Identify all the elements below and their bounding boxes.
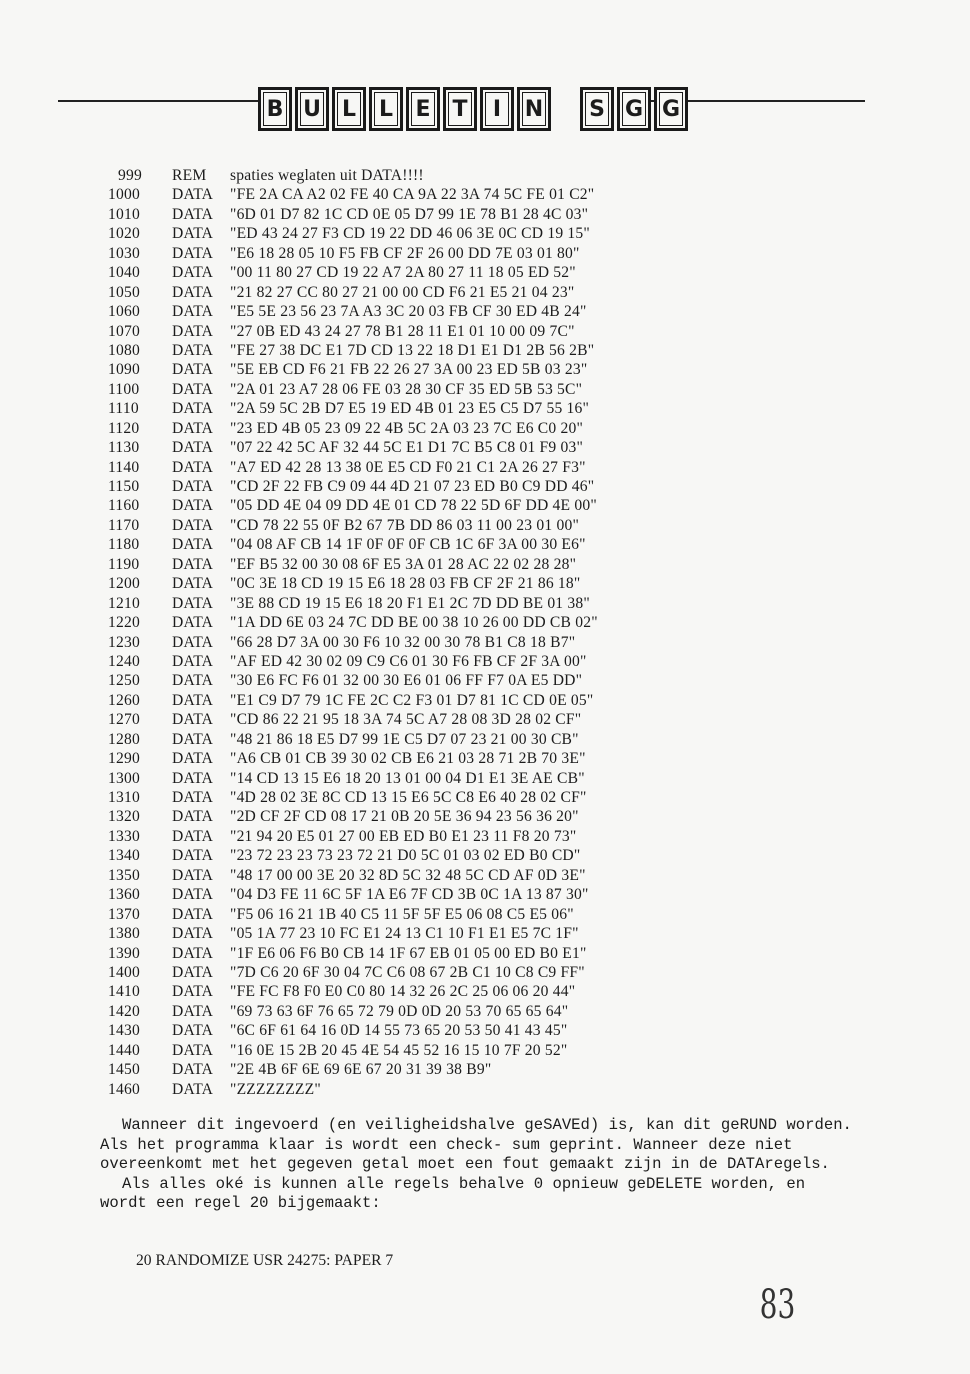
basic-keyword: DATA [172,555,214,573]
line-number: 1330 [108,827,140,845]
line-content: "CD 86 22 21 95 18 3A 74 5C A7 28 08 3D 28 02 CF" [230,711,582,729]
listing-row [108,807,598,826]
line-content: "ED 43 24 27 F3 CD 19 22 DD 46 06 3E 0C CD 19 15" [230,225,590,243]
line-number: 999 [118,167,142,184]
basic-keyword: DATA [172,400,214,418]
line-content: "6C 6F 61 64 16 0D 14 55 73 65 20 53 50 41 43 45" [230,1022,568,1040]
line-content: "F5 06 16 21 1B 40 C5 11 5F 5F E5 06 08 C5 E5 06" [230,905,574,923]
basic-keyword: REM [172,167,207,184]
basic-keyword: DATA [172,283,214,301]
basic-keyword: DATA [172,808,214,826]
basic-keyword: DATA [172,963,214,981]
listing-row [108,691,598,710]
listing-row [108,827,598,846]
line-number: 1310 [108,789,140,806]
basic-keyword: DATA [172,1022,214,1040]
line-content: "07 22 42 5C AF 32 44 5C E1 D1 7C B5 C8 01 F9 03" [230,439,584,457]
line-number: 1320 [108,808,140,826]
line-number: 1040 [108,264,140,282]
line-number: 1050 [108,283,140,301]
listing-row [108,710,598,729]
listing-row [108,905,598,924]
listing-row [108,846,598,865]
basic-keyword: DATA [172,944,214,962]
line-number: 1150 [108,478,140,495]
line-number: 1360 [108,886,140,904]
banner-word-sgg [580,87,691,131]
line-content: "4D 28 02 3E 8C CD 13 15 E6 5C C8 E6 40 28 02 CF" [230,789,587,806]
banner-letter: L [369,87,403,131]
line-content: "E1 C9 D7 79 1C FE 2C C2 F3 01 D7 81 1C CD 0E 05" [230,691,594,709]
banner-word-bulletin [258,87,554,131]
line-number: 1410 [108,983,140,1001]
listing-row [108,924,598,943]
basic-keyword: DATA [172,575,214,593]
banner-letter: N [517,87,551,131]
line-content: "CD 78 22 55 0F B2 67 7B DD 86 03 11 00 23 01 00" [230,516,580,534]
listing-row [108,788,598,807]
listing-row [108,613,598,632]
basic-keyword: DATA [172,594,214,612]
header-rule-left [58,100,258,102]
line-number: 1300 [108,769,140,787]
listing-row [108,496,598,515]
line-number: 1120 [108,419,140,437]
listing-row [108,516,598,535]
line-number: 1240 [108,652,140,670]
basic-keyword: DATA [172,711,214,729]
paragraph-2: Als alles oké is kunnen alle regels behalve 0 opnieuw geDELETE worden, en wordt een regel 20 bijgemaakt: [100,1174,806,1212]
banner-letter: G [617,87,651,131]
line-number: 1450 [108,1061,140,1079]
line-number: 1110 [108,400,139,418]
listing-row [108,438,598,457]
line-content: "04 08 AF CB 14 1F 0F 0F 0F CB 1C 6F 3A 00 30 E6" [230,536,586,554]
line-number: 1440 [108,1041,140,1059]
line-number: 1180 [108,536,140,554]
banner-letter: B [258,87,292,131]
listing-row [108,263,598,282]
basic-keyword: DATA [172,789,214,806]
line-number: 1140 [108,458,140,476]
listing-row [108,244,598,263]
line-number: 1350 [108,866,140,884]
line-number: 1250 [108,672,140,690]
listing-row [108,944,598,963]
listing-row [108,360,598,379]
listing-row [108,866,598,885]
listing-row [108,555,598,574]
line-number: 1020 [108,225,140,243]
line-number: 1460 [108,1080,140,1098]
line-content: "EF B5 32 00 30 08 6F E5 3A 01 28 AC 22 02 28 28" [230,555,577,573]
line-content: "21 94 20 E5 01 27 00 EB ED B0 E1 23 11 F8 20 73" [230,827,577,845]
basic-keyword: DATA [172,341,214,359]
line-number: 1340 [108,847,140,865]
basic-keyword: DATA [172,244,214,262]
basic-keyword: DATA [172,458,214,476]
line-content: "69 73 63 6F 76 65 72 79 0D 0D 20 53 70 65 65 64" [230,1002,569,1020]
line-content: "CD 2F 22 FB C9 09 44 4D 21 07 23 ED B0 C9 DD 46" [230,478,595,495]
line-content: "5E EB CD F6 21 FB 22 26 27 3A 00 23 ED 5B 03 23" [230,361,588,379]
line-content: "27 0B ED 43 24 27 78 B1 28 11 E1 01 10 00 09 7C" [230,322,575,340]
basic-keyword: DATA [172,264,214,282]
basic-keyword: DATA [172,497,214,515]
instructions [100,1116,860,1214]
line-number: 1270 [108,711,140,729]
line-number: 1130 [108,439,140,457]
line-number: 1400 [108,963,140,981]
listing-row [108,399,598,418]
line-number: 1280 [108,730,140,748]
line-content: "0C 3E 18 CD 19 15 E6 18 28 03 FB CF 2F 21 86 18" [230,575,581,593]
listing-row [108,749,598,768]
listing-row [108,166,598,185]
listing-row [108,1021,598,1040]
line-content: "04 D3 FE 11 6C 5F 1A E6 7F CD 3B 0C 1A 13 87 30" [230,886,589,904]
listing-row [108,419,598,438]
line-content: "21 82 27 CC 80 27 21 00 00 CD F6 21 E5 21 04 23" [230,283,575,301]
listing-row [108,205,598,224]
line-content: spaties weglaten uit DATA!!!! [230,167,424,184]
basic-keyword: DATA [172,905,214,923]
banner-letter: E [406,87,440,131]
basic-keyword: DATA [172,478,214,495]
line-number: 1380 [108,925,140,943]
line-content: "2A 59 5C 2B D7 E5 19 ED 4B 01 23 E5 C5 D7 55 16" [230,400,590,418]
listing-row [108,458,598,477]
listing-row [108,652,598,671]
listing-row [108,283,598,302]
basic-keyword: DATA [172,886,214,904]
listing-row [108,574,598,593]
basic-keyword: DATA [172,750,214,768]
basic-keyword: DATA [172,361,214,379]
line-number: 1370 [108,905,140,923]
line-content: "00 11 80 27 CD 19 22 A7 2A 80 27 11 18 05 ED 52" [230,264,576,282]
listing-row [108,535,598,554]
line-content: "E6 18 28 05 10 F5 FB CF 2F 26 00 DD 7E 03 01 80" [230,244,580,262]
line-number: 1170 [108,516,140,534]
line-content: "A6 CB 01 CB 39 30 02 CB E6 21 03 28 71 2B 70 3E" [230,750,586,768]
line-number: 1210 [108,594,140,612]
basic-keyword: DATA [172,730,214,748]
basic-keyword: DATA [172,847,214,865]
line-content: "66 28 D7 3A 00 30 F6 10 32 00 30 78 B1 C8 18 B7" [230,633,576,651]
randomize-command: 20 RANDOMIZE USR 24275: PAPER 7 [136,1252,394,1269]
line-number: 1230 [108,633,140,651]
line-number: 1060 [108,303,140,321]
line-content: "23 72 23 23 73 23 72 21 D0 5C 01 03 02 ED B0 CD" [230,847,581,865]
basic-keyword: DATA [172,983,214,1001]
banner-letter: L [332,87,366,131]
listing-row [108,982,598,1001]
line-number: 1080 [108,341,140,359]
basic-keyword: DATA [172,1061,214,1079]
basic-keyword: DATA [172,827,214,845]
page-number: 83 [759,1282,796,1328]
line-content: "14 CD 13 15 E6 18 20 13 01 00 04 D1 E1 3E AE CB" [230,769,585,787]
paragraph-1: Wanneer dit ingevoerd (en veiligheidshalve geSAVEd) is, kan dit geRUND worden. Als het programma klaar is wordt een check- sum geprint. Wanneer deze niet overeenkomt met het gegeven getal moet een fout gemaakt zijn in de DATAregels. [100,1116,852,1173]
line-content: "7D C6 20 6F 30 04 7C C6 08 67 2B C1 10 C8 C9 FF" [230,963,585,981]
line-number: 1290 [108,750,140,768]
listing-row [108,885,598,904]
basic-keyword: DATA [172,1002,214,1020]
line-number: 1390 [108,944,140,962]
line-content: "E5 5E 23 56 23 7A A3 3C 20 03 FB CF 30 ED 4B 24" [230,303,587,321]
line-content: "FE 2A CA A2 02 FE 40 CA 9A 22 3A 74 5C FE 01 C2" [230,186,595,204]
banner-letter: U [295,87,329,131]
line-content: "ZZZZZZZZ" [230,1080,321,1098]
listing-row [108,769,598,788]
line-content: "05 1A 77 23 10 FC E1 24 13 C1 10 F1 E1 E5 7C 1F" [230,925,579,943]
listing-row [108,477,598,496]
listing-row [108,224,598,243]
listing-row [108,322,598,341]
line-number: 1430 [108,1022,140,1040]
basic-listing [108,166,598,1099]
listing-row [108,1080,598,1099]
line-number: 1070 [108,322,140,340]
listing-row [108,1060,598,1079]
basic-keyword: DATA [172,614,214,632]
listing-row [108,302,598,321]
basic-keyword: DATA [172,1041,214,1059]
basic-keyword: DATA [172,516,214,534]
banner-letter: T [443,87,477,131]
banner-letter: S [580,87,614,131]
line-number: 1030 [108,244,140,262]
basic-keyword: DATA [172,633,214,651]
line-number: 1260 [108,691,140,709]
line-number: 1220 [108,614,140,632]
line-content: "2D CF 2F CD 08 17 21 0B 20 5E 36 94 23 56 36 20" [230,808,579,826]
banner-letter: G [654,87,688,131]
listing-row [108,1041,598,1060]
line-number: 1000 [108,186,140,204]
line-content: "48 17 00 00 3E 20 32 8D 5C 32 48 5C CD AF 0D 3E" [230,866,586,884]
line-content: "A7 ED 42 28 13 38 0E E5 CD F0 21 C1 2A 26 27 F3" [230,458,586,476]
listing-row [108,185,598,204]
banner-letter: I [480,87,514,131]
line-content: "1A DD 6E 03 24 7C DD BE 00 38 10 26 00 DD CB 02" [230,614,598,632]
line-content: "16 0E 15 2B 20 45 4E 54 45 52 16 15 10 7F 20 52" [230,1041,568,1059]
basic-keyword: DATA [172,186,214,204]
basic-keyword: DATA [172,419,214,437]
line-number: 1420 [108,1002,140,1020]
basic-keyword: DATA [172,322,214,340]
line-content: "FE FC F8 F0 E0 C0 80 14 32 26 2C 25 06 06 20 44" [230,983,576,1001]
line-content: "6D 01 D7 82 1C CD 0E 05 D7 99 1E 78 B1 28 4C 03" [230,205,589,223]
listing-row [108,671,598,690]
line-number: 1090 [108,361,140,379]
bulletin-banner [258,84,691,134]
basic-keyword: DATA [172,652,214,670]
line-content: "30 E6 FC F6 01 32 00 30 E6 01 06 FF F7 0A E5 DD" [230,672,583,690]
line-content: "AF ED 42 30 02 09 C9 C6 01 30 F6 FB CF 2F 3A 00" [230,652,587,670]
basic-keyword: DATA [172,691,214,709]
line-content: "FE 27 38 DC E1 7D CD 13 22 18 D1 E1 D1 2B 56 2B" [230,341,595,359]
line-content: "1F E6 06 F6 B0 CB 14 1F 67 EB 01 05 00 ED B0 E1" [230,944,587,962]
listing-row [108,380,598,399]
listing-row [108,1002,598,1021]
basic-keyword: DATA [172,205,214,223]
line-number: 1190 [108,555,140,573]
line-number: 1010 [108,205,140,223]
basic-keyword: DATA [172,925,214,943]
listing-row [108,963,598,982]
line-content: "2E 4B 6F 6E 69 6E 67 20 31 39 38 B9" [230,1061,492,1079]
listing-row [108,341,598,360]
line-content: "48 21 86 18 E5 D7 99 1E C5 D7 07 23 21 00 30 CB" [230,730,579,748]
basic-keyword: DATA [172,303,214,321]
basic-keyword: DATA [172,380,214,398]
basic-keyword: DATA [172,225,214,243]
basic-keyword: DATA [172,439,214,457]
basic-keyword: DATA [172,536,214,554]
line-number: 1200 [108,575,140,593]
line-number: 1100 [108,380,140,398]
basic-keyword: DATA [172,769,214,787]
line-content: "2A 01 23 A7 28 06 FE 03 28 30 CF 35 ED 5B 53 5C" [230,380,583,398]
line-content: "23 ED 4B 05 23 09 22 4B 5C 2A 03 23 7C E6 C0 20" [230,419,584,437]
line-content: "05 DD 4E 04 09 DD 4E 01 CD 78 22 5D 6F DD 4E 00" [230,497,597,515]
basic-keyword: DATA [172,1080,214,1098]
listing-row [108,594,598,613]
listing-row [108,633,598,652]
basic-keyword: DATA [172,672,214,690]
line-content: "3E 88 CD 19 15 E6 18 20 F1 E1 2C 7D DD BE 01 38" [230,594,590,612]
listing-row [108,730,598,749]
line-number: 1160 [108,497,140,515]
basic-keyword: DATA [172,866,214,884]
